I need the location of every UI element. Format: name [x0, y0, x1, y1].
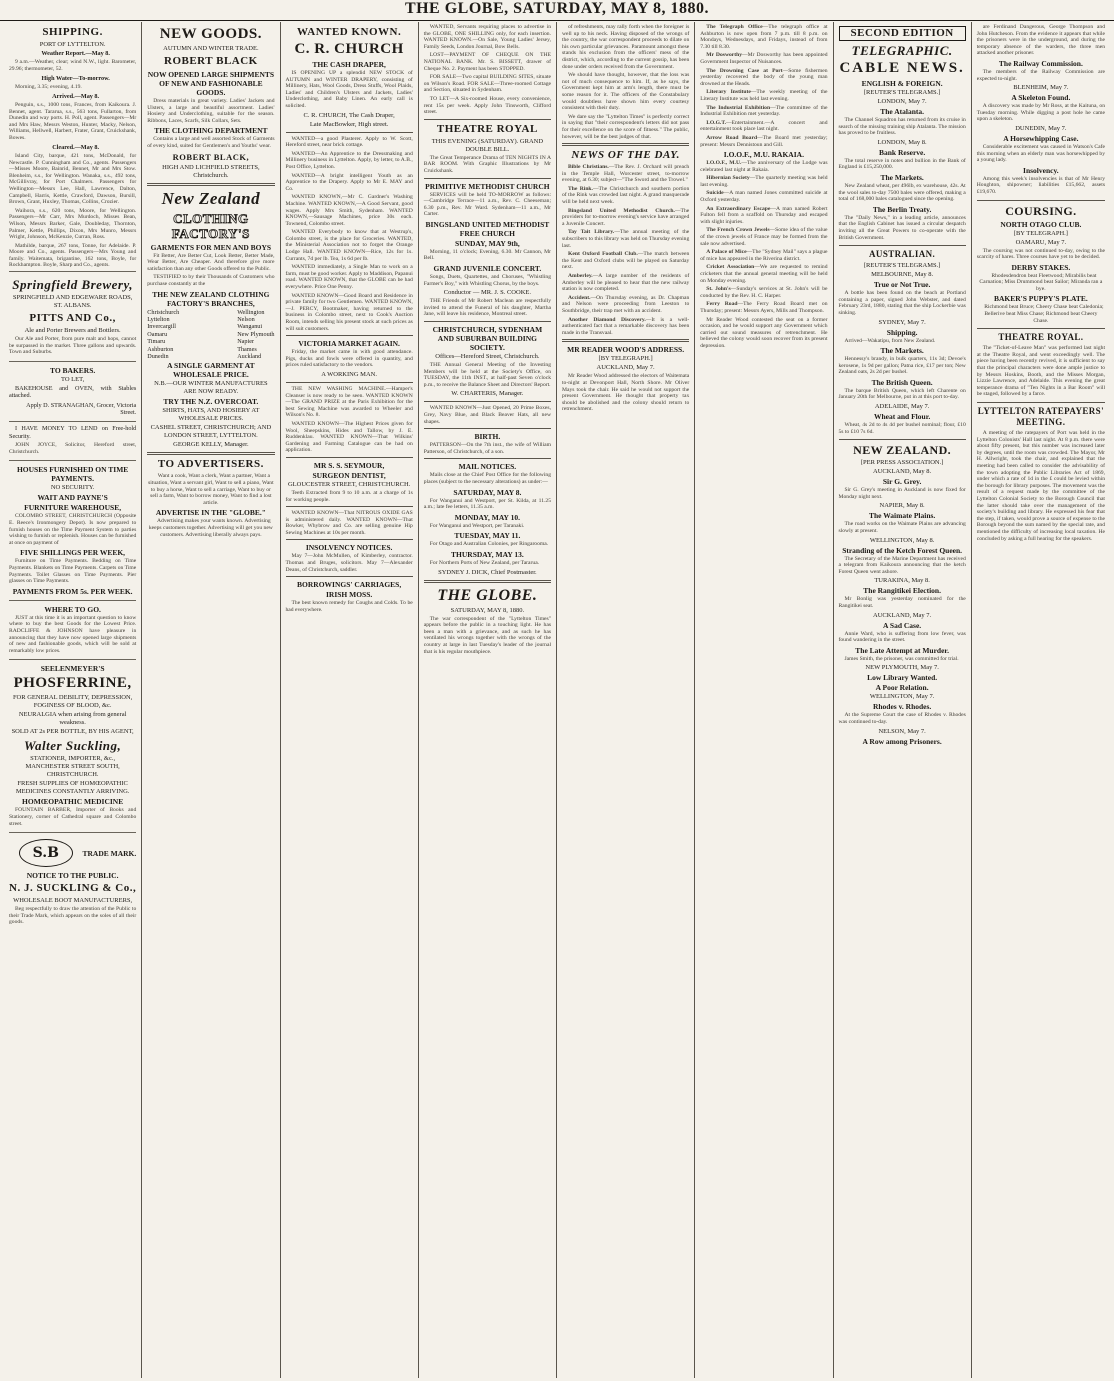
funeral-notice: THE Friends of Mr Robert Maclean are respectfully invited to attend the Funeral of his daughter, Martha Jane, will leave his residence, Montreal street.: [423, 298, 551, 318]
sad-case: A Sad Case.: [883, 620, 922, 630]
theatre-royal-8: THEATRE ROYAL.: [977, 328, 1105, 343]
column-1: [4, 22, 142, 1378]
item-3: The Drowning Case at Port—Some fishermen yesterday recovered the body of the young man drowned at the Heads.: [700, 67, 828, 87]
rhodes-body: At the Supreme Court the case of Rhodes v. Rhodes was continued to-day.: [838, 712, 966, 725]
atalanta: The Atalanta.: [880, 107, 924, 116]
town: Wellington: [237, 308, 265, 316]
masthead: THE GLOBE, SATURDAY, MAY 8, 1880.: [0, 0, 1114, 21]
payments-from: PAYMENTS FROM 5s. PER WEEK.: [12, 586, 133, 596]
brewery-body: Our Ale and Porter, from pure malt and hops, cannot be surpassed in the market. Three gallons and upwards. Town and Suburbs.: [9, 336, 137, 356]
furniture-body-2: Furniture on Time Payments. Bedding on Time Payments. Blankets on Time Payments. Carpets on Time Payments. Toilet Glasses on Time Payments. Pier glasses on Time Payments.: [9, 558, 137, 585]
shipping-text-3: Mathilde, barque, 267 tons, Tonne, for Adelaide. P. Moore and Co., agents. Passengers—Mrs Young and family. Waitemata, brigantine, 162 tons, Boyle, for Rockhampton. Boyle, Sharp and Co., agents.: [9, 242, 137, 269]
clothing-body: Contains a large and well assorted Stock of Garments of every kind, suited for Gentlemen's and Youths' wear.: [147, 136, 275, 149]
phos-sub: FOR GENERAL DEBILITY, DEPRESSION, FOGINESS OF BLOOD, &c.: [12, 694, 133, 710]
church-title: C. R. CHURCH: [294, 41, 404, 57]
sold-at: SOLD AT 2s PER BOTTLE, BY HIS AGENT,: [11, 728, 134, 736]
turakina: TURAKINA, May 8.: [874, 577, 930, 585]
mail-tuesday: TUESDAY, MAY 11.: [454, 531, 521, 541]
town: New Plymouth: [237, 330, 275, 338]
rangitikei-body: Mr Bonlig was yesterday nominated for the Rangitikei seat.: [838, 596, 966, 609]
houses-title: HOUSES FURNISHED ON TIME PAYMENTS.: [16, 465, 129, 484]
low-library: Low Library Wanted.: [867, 673, 938, 683]
auckland-7b: AUCKLAND, May 7.: [873, 611, 932, 619]
puppy-body: Richmond beat Bruce; Cheery Chase beat Caledonia; Bellerive beat Miss Chase; Richmond beat Cheery Chase.: [984, 304, 1104, 324]
to-let-4: TO LET—A Six-roomed House, every convenience, rent 15s per week. Apply John Tinsworth, Clifford street.: [423, 95, 551, 116]
where-body: JUST at this time it is an important question to know where to buy the best Goods for the Lowest Price. RADCLIFFE & JOHNSON have pleasure in announcing that they have now opened large shipments of new and fashionable goods, which will be sold at remarkably low prices.: [9, 614, 137, 654]
item-13: A Palace of Mice—The "Sydney Mail" says a plague of mice has appeared in the Riverina district.: [700, 249, 828, 262]
shipping-7: Shipping.: [886, 327, 918, 337]
garments-men-boys: GARMENTS FOR MEN AND BOYS: [150, 242, 272, 252]
derby-stakes: DERBY STAKES.: [1011, 262, 1071, 272]
phosferrine-ad: [9, 660, 136, 833]
shirts: SHIRTS, HATS, AND HOSIERY AT WHOLESALE PRICES.: [162, 407, 260, 423]
where-to-go: WHERE TO GO.: [44, 604, 101, 614]
single-garment: A SINGLE GARMENT AT WHOLESALE PRICE.: [167, 361, 255, 380]
globe-date: SATURDAY, MAY 8, 1880.: [450, 606, 525, 614]
theatre-8-body: The "Ticket-of-Leave Man" was performed last night at the Theatre Royal, and went exceedingly well. The piece having been recently revived, it is sufficient to say that the principal characters were done ample justice to by Messrs Hoskins, Booth, and the Misses Morgan, Lizzie Lawrence, and Adelaide. This evening the great temperance drama of "Ten Nights in a Bar Room" will be staged, followed by a farce.: [976, 345, 1105, 398]
wellington: WELLINGTON, May 8.: [869, 536, 935, 544]
mail-body-5: For Northern Ports of New Zealand, per Tararua.: [429, 559, 540, 566]
item-16: Ferry Road—The Ferry Road Board met on Thursday; present: Messrs Ayers, Mills and Thompson.: [700, 301, 828, 314]
trade-mark-ad: [9, 833, 136, 931]
no-security: NO SECURITY.: [50, 484, 95, 492]
sunday-body: Morning, 11 o'clock; Evening, 6.30. Mr Cannon, Mr Bell.: [423, 248, 551, 262]
money-text: I HAVE MONEY TO LEND on Free-hold Security.: [9, 425, 137, 440]
seymour-body: Teeth Extracted from 9 to 10 a.m. at a charge of 1s for working people.: [285, 489, 413, 503]
lost-cheque: LOST—PAYMENT OF CHEQUE ON THE NATIONAL BANK. Mr. S. BISSETT, drawer of Cheque No. 2. Payment has been STOPPED.: [423, 52, 551, 72]
press-assoc: [PER PRESS ASSOCIATION.]: [860, 459, 944, 467]
furniture-title: FURNITURE WAREHOUSE,: [24, 503, 122, 513]
seymour-addr: GLOUCESTER STREET, CHRISTCHURCH.: [287, 480, 411, 488]
column-7: [834, 22, 972, 1378]
british-queen-body: The barque British Queen, which left Charente on January 20th for Melbourne, put in at this port to-day.: [838, 387, 966, 401]
town: Nelson: [237, 315, 255, 323]
mail-body: Mails close at the Chief Post Office for the following places (subject to the necessary alterations) as under:—: [423, 472, 551, 485]
coursing: COURSING.: [977, 200, 1105, 218]
town: Lyttelton: [147, 315, 170, 323]
item-6: I.O.G.T.—Entertainment.—A concert and entertainment took place last night.: [700, 119, 828, 133]
wanted-3: WANTED—A bright intelligent Youth as an Apprentice to the Drapery. Apply to Mr E. MAY and Co.: [285, 172, 413, 192]
london-may7: LONDON, May 7.: [877, 98, 927, 105]
advertisers-body: Want a cook, Want a clerk, Want a partner, Want a situation, Want a servant girl, Want to sell a piano, Want to buy a horse, Want to sell a carriage, Want to buy or sell a farm, Want to borrow money, Want to find a lost article.: [148, 473, 274, 506]
sad-body: Annie Ward, who is suffering from low fever, was found wandering in the street.: [838, 630, 966, 644]
grey-body: Sir G. Grey's meeting in Auckland is now fixed for Monday night next.: [838, 487, 966, 500]
lyttelton-ratepayers: LYTTELTON RATEPAYERS' MEETING.: [977, 402, 1105, 428]
item-2: Mr Dosworthy—Mr Dosworthy has been appointed Government Inspector of Nuisances.: [700, 52, 828, 65]
item-11: An Extraordinary Escape—A man named Robert Fulton fell from a scaffold on Thursday and escaped with slight injuries.: [700, 205, 828, 225]
kelly: GEORGE KELLY, Manager.: [173, 441, 249, 449]
narrow-escape: A Row among Prisoners.: [862, 736, 942, 746]
wanted-6: WANTED immediately, a Single Man to work on a farm, must be good worker. Apply to Maddison, Papanui road. WANTED KNOWN, that the GLOBE can be had everywhere. Price One Penny.: [285, 264, 413, 291]
wanted-5: WANTED Everybody to know that at Westrup's, Colombo street, is the place for Groceries. WANTED, the Ministerial Association not to forget the Orange Lodge Hall. WANTED KNOWN—Rice, 12s for 1s. Currants, 7d per lb. Tea, 1s 6d per lb.: [285, 229, 413, 262]
brewery-title: Springfield Brewery,: [12, 277, 133, 293]
town: Thames: [237, 345, 257, 353]
building-society: CHRISTCHURCH, SYDENHAM AND SUBURBAN BUILDING SOCIETY.: [432, 325, 543, 353]
furniture-body: COLOMBO STREET, CHRISTCHURCH (Opposite E. Reece's Ironmongery Depot). Is now prepared to furnish houses on the Time Payment System to parties wishing to furnish or replenish. Houses can be furnished at once on payment of: [9, 513, 137, 546]
wanted-7: WANTED KNOWN—Good Board and Residence in private family for two Gentlemen. WANTED KNOWN,—J. PERCY, Bootmaker, having returned to the business in Colombo street, next to Cook's Auction Room, intends selling his present stock at such prices as will suit customers.: [285, 292, 413, 332]
arrived-text: Penguin, s.s., 1000 tons, Frances, from Kaikoura. J. Bennet, agent. Tararua, s.s., 563 tons, Fullarton, from Dunedin and way ports. H. Poll, agent. Passengers—Mr and Mrs Haw, Messrs Weston, Hunter, Macky, Nelson, Williams, Hellwell, Harbert, Frater, Grant, Cruickshank, Bowes.: [9, 102, 137, 141]
stationer: STATIONER, IMPORTER, &c., MANCHESTER STREET SOUTH, CHRISTCHURCH.: [25, 755, 120, 779]
item-8: I.O.O.F., M.U.—The anniversary of the Lodge was celebrated last night at Rakaia.: [700, 160, 828, 173]
reuters-2: [REUTER'S TELEGRAMS.]: [863, 262, 941, 270]
item-5: The Industrial Exhibition—The committee of the Industrial Exhibition met yesterday.: [700, 104, 828, 118]
editorial-cont: of refreshments, may rally forth when the foreigner is well up to his neck. Having disposed of the wrongs of the country, the war correspondent proceeds to dilate on his own particular grievances. Paramount amongst these stands his exclusion from the officers' mess of the district, which, according to the current gossip, has been done under orders received from the Government.: [562, 24, 690, 70]
new-plymouth: NEW PLYMOUTH, May 7.: [865, 664, 939, 672]
cash-draper: THE CASH DRAPER,: [312, 60, 386, 69]
autumn-trade: AUTUMN AND WINTER TRADE.: [163, 45, 259, 52]
to-bakers: TO BAKERS.: [49, 365, 96, 375]
nz-branches: THE NEW ZEALAND CLOTHING FACTORY'S BRANCHES,: [152, 289, 270, 308]
oamaru: OAMARU, May 7.: [1015, 238, 1067, 246]
cable-news: CABLE NEWS.: [839, 60, 965, 76]
towns-left: [147, 309, 179, 361]
pitts-text: Ale and Porter Brewers and Bottlers.: [24, 327, 121, 335]
conductor: Conductor — MR. J. S. COOKE.: [443, 289, 531, 297]
editorial-cont-3: We dare say the "Lyttelton Times" is perfectly correct in saying that "their correspondent's letters did not pass for their excellence on the score of fitness." The public, however, will be the best judges of that.: [562, 113, 690, 140]
town: Invercargill: [147, 323, 176, 331]
column-4: [419, 22, 557, 1378]
col8-top: are Ferdinand Dangerous, George Thompson and John Hutcheson. From the evidence it appears that while the prisoners were in the underground, and during the temporary absence of the warders, the three men attacked another prisoner.: [976, 24, 1105, 57]
wheat-body: Wheat, 4s 2d to 4s 4d per bushel nominal; flour, £10 5s to £10 7s 6d.: [838, 422, 966, 435]
town: Auckland: [237, 352, 262, 360]
garments-body: Fit Better, Are Better Cut, Look Better, Better Made, Wear Better, Are Cheaper. And therefore give more satisfaction than any other Goods offered to the Public.: [147, 252, 275, 272]
column-8: [972, 22, 1110, 1378]
towns-table: [147, 309, 274, 361]
rakaia: I.O.O.F., M.U. RAKAIA.: [723, 150, 804, 160]
derby-body: Rhodesdendron beat Fleetwood; Mirabilis beat Carnation; Miss Drummond beat Sailor; Miranda ran a bye.: [979, 272, 1103, 292]
columns: [4, 22, 1110, 1378]
by-telegraph-8: [BY TELEGRAPH.]: [1013, 229, 1068, 237]
bs-body: THE Annual General Meeting of the Investing Members will be held at the Society's Office, on TUESDAY, the 11th INST., at half-past Seven o'clock p.m., to receive the Balance Sheet and Directors' Report.: [423, 362, 551, 388]
mail-body-3: For Wanganui and Westport, per Taranaki.: [429, 522, 525, 529]
nz-title: New Zealand: [161, 188, 261, 208]
brewery-sub: SPRINGFIELD AND EDGEWARE ROADS, ST. ALBANS.: [12, 294, 133, 310]
insolvency: INSOLVENCY NOTICES.: [305, 543, 393, 553]
australian: AUSTRALIAN.: [839, 245, 966, 260]
melbourne: MELBOURNE, May 8.: [871, 271, 934, 279]
shipping-text-2: Waihora, s.s., 620 tons, Moore, for Wellington. Passengers—Mr Carr, Mrs Murdoch, Misses Bean, Wilson, Messrs Barker, Gale, Doubleday, Thornton, Palmer, Kettle, Phillips, Dixon, Mrs Munro, Messrs Wright, Johnson, McKenzie, Curran, Ross.: [9, 207, 137, 241]
wheat-flour: Wheat and Flour.: [874, 412, 931, 422]
coursing-body: The coursing was not continued to-day, owing to the scarcity of hares. Three courses have yet to be decided.: [976, 247, 1105, 261]
town: Timaru: [147, 338, 166, 346]
insolvency-8: Insolvency.: [1023, 165, 1059, 175]
globe-ad: ADVERTISE IN THE "GLOBE.": [155, 508, 266, 518]
cleared-heading: Cleared.—May 8.: [52, 143, 100, 151]
item-15: St. John's—Sunday's services at St. John's will be conducted by the Rev. H. C. Harper.: [700, 286, 828, 299]
rb-addr: HIGH AND LICHFIELD STREETS, Christchurch.: [162, 163, 260, 179]
town: Oamaru: [147, 330, 168, 338]
news-5: Kent Oxford Football Club.—The match between the Kent and Oxford clubs will be played on Saturday next.: [562, 251, 690, 271]
english-foreign: ENGLISH & FOREIGN.: [861, 79, 943, 88]
dick: SYDNEY J. DICK, Chief Postmaster.: [438, 568, 537, 576]
shipping-heading: SHIPPING.: [42, 26, 103, 38]
sydney: SYDNEY, May 7.: [878, 318, 926, 326]
late-attempt: The Late Attempt at Murder.: [855, 645, 949, 655]
where-to-go-ad: [9, 601, 136, 661]
item-1: The Telegraph Office—The telegraph office at Ashburton is now open from 7 p.m. till 8 p.m. on Mondays, Wednesdays, and Fridays, instead of from 7.30 till 8.30.: [700, 24, 828, 50]
brewery-ad: [9, 271, 136, 362]
column-2: [142, 22, 280, 1378]
pitts-title: PITTS AND Co.,: [29, 312, 116, 325]
london-may8: LONDON, May 8.: [877, 138, 927, 146]
true-or-not: True or Not True.: [873, 280, 931, 290]
nz-note: N.B.—OUR WINTER MANUFACTURES ARE NOW READY.: [154, 380, 268, 396]
birth: BIRTH.: [474, 432, 501, 442]
try-overcoat: TRY THE N.Z. OVERCOAT.: [163, 397, 259, 407]
bank-reserve: Bank Reserve.: [879, 147, 926, 157]
blenheim: BLENHEIM, May 7.: [1013, 84, 1069, 92]
lyttelton-body: A meeting of the ratepayers of Port was held in the Lyttelton Colonists' Hall last night. At 8 p.m. there were about fifty present, but this number was increased later by degrees, until the room was crowded. The Mayor, Mr H. Allwright, took the chair, and explained that the meeting had been called to consider the advisability of the town adopting the Public Libraries Act of 1869, under which a rate of 1d in the £ could be levied within the borough for library purposes. The movement was the result of a request made by the committee of the Lyttelton Colonial Society to the Borough Council that the latter should take over the management of the society's building and library. He expressed his fear that the step, if taken, would prove a source of expense to the Borough beyond the sum named by the special rate, and mentioned the difficulty of increasing local taxation. He concluded by asking a full hearing for the speakers.: [976, 430, 1105, 542]
town: Napier: [237, 338, 255, 346]
victoria-market: VICTORIA MARKET AGAIN.: [298, 339, 400, 349]
town: Christchurch: [147, 308, 180, 316]
towns-right: [237, 309, 274, 361]
mail-body-4: For Otago and Australian Colonies, per Ringarooma.: [429, 541, 549, 548]
money-ad: [9, 422, 136, 461]
moss-body: The best known remedy for Coughs and Colds. To be had everywhere.: [285, 600, 413, 613]
second-edition: SECOND EDITION: [839, 26, 966, 41]
money-body: JOHN JOYCE, Solicitor, Hereford street, Christchurch.: [9, 442, 137, 455]
british-queen: The British Queen.: [871, 377, 933, 387]
column-5: [557, 22, 695, 1378]
rb-sig: ROBERT BLACK,: [172, 151, 250, 162]
bakers-apply: Apply D. STRANAGHAN, Grocer, Victoria Street.: [26, 401, 137, 417]
horsewhipping: A Horsewhipping Case.: [1003, 133, 1079, 143]
bakers-puppy: BAKER'S PUPPY'S PLATE.: [993, 294, 1088, 304]
irish-moss: IRISH MOSS.: [325, 590, 373, 600]
weather-report: Weather Report.—May 8.: [41, 50, 110, 57]
church-addr: Late MacBowker, High street.: [309, 120, 389, 128]
wanted-8: WANTED KNOWN—The Highest Prices given for Wool, Sheepskins, Hides and Tallow, by J. E. Ruddenklau. WANTED KNOWN—That Wilkins' Gardening and Farming Catalogue can be had on application.: [285, 420, 413, 454]
trade-mark: TRADE MARK.: [82, 848, 137, 858]
north-otago: NORTH OTAGO CLUB.: [1000, 219, 1082, 229]
item-tail: Mr Reader Wood contested the seat on a former occasion, and he would support any Government which carried out sound measures of retrenchment. He believed the colony would soon recover from its present depression.: [700, 316, 828, 349]
reader-wood: MR READER WOOD'S ADDRESS.: [567, 345, 685, 355]
cleared-text: Island City, barque, 421 tons, McDonald, for Newcastle. P. Cunningham and Co., agents. Passengers—Misses Moore, Bainrid, Bennet, Mr and Mrs Stow. Blenheim, s.s., for Wellington. Wanaka, s.s., 492 tons, McGillivray, for Port Chalmers. Passengers for Wellington—Messrs Lee, Hall, Lawrence, Dalton, Campbell, Harris, Kettle, Crawford, Dawson, Bursill, Brown, Grant, Huxley, Thomas, Collins, Crozier.: [9, 152, 137, 206]
railway-body: The members of the Railway Commission are expected to-night.: [976, 68, 1105, 82]
cashel: CASHEL STREET, CHRISTCHURCH; AND LONDON STREET, LYTTELTON.: [150, 424, 272, 440]
stranding: Stranding of the Ketch Forest Queen.: [842, 545, 963, 555]
trade-mark-row: [9, 836, 136, 870]
news-7: Accident.—On Thursday evening, as Dr. Chapman and Nelson were proceeding from Leeston to Southbridge, their trap met with an accident.: [562, 294, 690, 314]
church-sig: C. R. CHURCH, The Cash Draper,: [303, 111, 395, 119]
surgeon-dentist: SURGEON DENTIST,: [312, 470, 386, 480]
waimate: The Waimate Plains.: [868, 511, 936, 521]
bs-office: Offices—Hereford Street, Christchurch.: [435, 353, 540, 361]
barges: BORROWINGS' CARRIAGES,: [297, 580, 402, 590]
theatre-sub: THIS EVENING (SATURDAY). GRAND DOUBLE BILL.: [431, 137, 544, 153]
attempt-body: James Smith, the prisoner, was committed for trial.: [844, 655, 959, 662]
port-heading: PORT OF LYTTELTON.: [39, 41, 106, 48]
mail-body-2: For Wanganui and Westport, per St. Kilda, at 11.25 a.m.; late fee letters, 11.35 a.m.: [423, 497, 551, 511]
berlin-body: The "Daily News," in a leading article, announces that the English Cabinet has issued a circular despatch inviting all the Great Powers to co-operate with the British Government.: [838, 214, 966, 241]
working-man: A WORKING MAN.: [321, 370, 377, 378]
clothing-dept: THE CLOTHING DEPARTMENT: [154, 126, 268, 136]
wanted-2: WANTED—An Apprentice to the Dressmaking and Millinery business in Lyttelton. Apply, by letter, to A.B., Post Office, Lyttelton.: [285, 150, 413, 170]
shipping-7-body: Arrived—Wakatipu, from New Zealand.: [844, 337, 936, 344]
wellington-2: WELLINGTON, May 7.: [869, 693, 935, 701]
item-14: Cricket Association—We are requested to remind cricketers that the annual general meeting will be held on Monday evening.: [700, 264, 828, 284]
homeo-body: FOUNTAIN BARBER, Importer of Books and Stationery, corner of Cathedral square and Colombo street.: [9, 807, 137, 827]
homeo-title: HOMŒOPATHIC MEDICINE: [22, 797, 124, 807]
high-water-text: Morning, 3.35; evening, 4.19.: [15, 84, 82, 90]
furniture-ad: [9, 461, 136, 600]
stranding-body: The Secretary of the Marine Department has received a telegram from Kaikoura announcing that the ketch Forest Queen went ashore.: [838, 555, 966, 575]
news-4: Tay Tait Library.—The annual meeting of the subscribers to this library was held on Thursday evening last.: [562, 229, 690, 249]
seelenmeyer: SEELENMEYER'S: [40, 664, 105, 674]
item-10: Suicide—A man named Jones committed suicide at Oxford yesterday.: [700, 190, 828, 204]
primitive-body: SERVICES will be held TO-MORROW as follows:—Cambridge Terrace—11 a.m., Rev. C. Cheeseman; 6.30 p.m., Rev. Mr Ward. Sydenham—11 a.m., Mr Carter.: [423, 191, 551, 218]
bingsland-church: BINGSLAND UNITED METHODIST FREE CHURCH: [425, 219, 550, 238]
wanted-known: WANTED KNOWN.: [296, 26, 402, 38]
editorial-cont-2: We should have thought, however, that the loss was not of much consequence to him. If, as he says, the Government kept him at arm's length, there must be some reason for it. The officers of the Constabulary would doubtless have shown him every courtesy consistent with their duty.: [562, 72, 690, 112]
bakehouse: BAKEHOUSE and OVEN, with Stables attached.: [9, 384, 137, 400]
bs-secretary: W. CHARTERIS, Manager.: [451, 390, 524, 398]
column-3: [281, 22, 419, 1378]
berlin-treaty: The Berlin Treaty.: [872, 204, 932, 214]
wanted-9: WANTED KNOWN—That NITROUS OXIDE GAS is administered daily. WANTED KNOWN—That Bowker, Whybrow and Co. are selling genuine Hip Sewing Machines at 10s per month.: [285, 510, 413, 536]
mail-monday: MONDAY, MAY 10.: [454, 512, 520, 522]
nelson: NELSON, May 7.: [878, 727, 926, 735]
homeopathic: FRESH SUPPLIES OF HOMŒOPATHIC MEDICINES CONSTANTLY ARRIVING.: [15, 780, 130, 796]
to-let: TO LET,: [61, 375, 85, 383]
mail-notices: MAIL NOTICES.: [458, 462, 517, 472]
phosferrine-title: PHOSFERRINE,: [13, 675, 132, 692]
washing-machine: THE NEW WASHING MACHINE.—Hamper's Cleanser is now ready to be seen. WANTED KNOWN—The GRAND PRIZE at the Paris Exhibition for the best Sewing Machine was awarded to Wheeler and Wilson's No. 8.: [285, 385, 413, 419]
to-advertisers: TO ADVERTISERS.: [157, 458, 264, 471]
sb-logo: S.B: [19, 839, 73, 867]
rb-body: Dress materials in great variety. Ladies' Jackets and Ulsters, a large and beautiful assortment. Ladies' Hosiery and Underclothing, suitable for the season. Ribbons, Laces, Scarfs, Silk Collars, Sets.: [147, 98, 275, 124]
adelaide: ADELAIDE, May 7.: [874, 403, 930, 411]
globe-title: THE GLOBE.: [437, 586, 538, 604]
wanted-4: WANTED KNOWN,—Mr C. Gardner's Washing Machine. WANTED KNOWN,—A Good Servant, good wages. Apply Mrs Smith, Sydenham. WANTED KNOWN,—Sausage Machines, price 30s each. Townend, Colombo street.: [285, 194, 413, 227]
napier: NAPIER, May 8.: [879, 502, 925, 510]
atalanta-body: The Channel Squadron has returned from its cruise in search of the missing training ship Atalanta. The mission has proved to be fruitless.: [838, 117, 966, 137]
by-telegraph-5: [BY TELEGRAPH.]: [598, 355, 653, 363]
wanted-1: WANTED—a good Plasterer. Apply to W. Scott, Hereford street, near brick cottage.: [285, 135, 413, 149]
nj-body: Beg respectfully to draw the attention of the Public to their Trade Mark, which appears on the soles of all their goods.: [9, 906, 137, 926]
clothing-factory: CLOTHING FACTORY'S: [171, 210, 250, 241]
primitive-church: PRIMITIVE METHODIST CHURCH: [425, 181, 550, 191]
arrived-heading: Arrived.—May 8.: [52, 92, 100, 100]
news-6: Amberley.—A large number of the residents of Amberley will be pleased to hear that the new railway station is now completed.: [562, 273, 690, 293]
high-water: High Water—To-morrow.: [41, 74, 110, 82]
bank-body: The total reserve in notes and bullion in the Bank of England is £15,250,000.: [838, 157, 966, 171]
juvenile-body: Songs, Duets, Quartettes, and Choruses, "Whistling Farmer's Boy," with Whistling Chorus, by the boys.: [423, 274, 551, 287]
robert-black: ROBERT BLACK: [164, 55, 258, 67]
wait-paynes: WAIT AND PAYNE'S: [37, 493, 108, 503]
nj-title: N. J. SUCKLING & Co.,: [9, 882, 137, 895]
weather-text: 9 a.m.—Weather, clear; wind N.W., light. Barometer, 29.96; thermometer, 52.: [9, 59, 137, 72]
mail-saturday: SATURDAY, MAY 8.: [453, 487, 522, 497]
rangitikei: The Rangitikei Election.: [863, 586, 941, 596]
suckling-name: Walter Suckling,: [23, 738, 122, 754]
editorial: The war correspondent of the "Lyttelton Times" appears before the public in a touching light. He has been a man with a grievance, and as such he has ventilated his wrongs together with the wrongs of the country at large in last Tuesday's leader of the journal that is his regular mouthpiece.: [423, 615, 551, 655]
new-goods: NEW GOODS.: [159, 26, 262, 42]
town: Ashburton: [147, 345, 174, 353]
news-1: Bible Christians.—The Rev. J. Orchard will preach in the Temple Hall, Worcester street, to-morrow evening, at 6.30; subject—"The Sword and the Trowel.": [562, 164, 690, 184]
insolvency-8-body: Among this week's insolvencies is that of Mr Henry Houghton, shipowner; liabilities £15,662, assets £19,670.: [976, 175, 1105, 195]
five-shillings: FIVE SHILLINGS PER WEEK,: [20, 548, 126, 558]
railway-commission: The Railway Commission.: [998, 58, 1083, 68]
nj-sub: WHOLESALE BOOT MANUFACTURERS,: [13, 897, 133, 905]
item-9: Hibernian Society—The quarterly meeting was held last evening.: [700, 175, 828, 188]
mail-thursday: THURSDAY, MAY 13.: [451, 549, 524, 559]
item-12: The French Crown Jewels—Some idea of the value of the crown jewels of France may be formed from the sale now advertised.: [700, 227, 828, 247]
advertisers-body-2: Advertising makes your wants known. Advertising keeps customers together. Advertising will get you new customers. Advertising liberally always pays.: [148, 518, 273, 538]
for-sale: FOR SALE—Two capital BUILDING SITES, situate on Wilson's Road. FOR SALE—Three-roomed Cottage and Section, situated in Sydenham.: [423, 74, 551, 94]
reuters: [REUTER'S TELEGRAMS.]: [863, 89, 941, 96]
item-7: Arrow Road Board—The Board met yesterday; present: Messrs Dennistoun and Gill.: [700, 134, 828, 148]
reader-body: Mr Reader Wood addressed the electors of Waitemata to-night at Devonport Hall, North Shore. Mr Oliver Mays took the chair. He said he would not support the present Government. He thought that property tax should be abolished and the colony should return to retrenchment.: [562, 373, 690, 413]
bakers-ad: [9, 362, 136, 423]
neuralgia: NEURALGIA when arising from general weakness.: [18, 711, 127, 727]
horsewhip-body: Considerable excitement was caused in Watson's Cafe this morning when an elderly man was horsewhipped by a young lady.: [976, 143, 1105, 164]
column-6: [695, 22, 833, 1378]
markets-2: The Markets.: [880, 346, 924, 356]
new-zealand: NEW ZEALAND.: [839, 439, 966, 457]
now-opened: NOW OPENED LARGE SHIPMENTS OF NEW AND FASHIONABLE GOODS.: [147, 70, 275, 97]
victoria-body: Friday, the market came in with good attendance. Pigs, ducks and fowls were offered in quantity, and prices ruled satisfactory to the vendors.: [285, 349, 413, 369]
wanted-known-4: WANTED KNOWN—Just Opened, 20 Prime Boxes, Grey, Navy Blue, and Black Beaver Hats, all new shapes.: [423, 405, 551, 425]
telegraphic: TELEGRAPHIC.: [851, 43, 953, 58]
auckland-5: AUCKLAND, May 7.: [596, 364, 655, 372]
skeleton: A Skeleton Found.: [1011, 93, 1071, 103]
mr-seymour: MR S. S. SEYMOUR,: [313, 460, 385, 470]
news-title: NEWS OF THE DAY.: [571, 149, 680, 162]
skeleton-body: A discovery was made by Mr Ross, at the Kaituna, on Tuesday morning. While digging a post hole he came upon a skeleton.: [976, 103, 1105, 123]
insolvency-body: May 7—John McMullen, of Kimberley, contractor. Thomas and Bruges, solicitors. May 7—Alexander Deans, of Christchurch, saddler.: [285, 553, 413, 573]
town: Dunedin: [147, 352, 169, 360]
markets-2-body: Hennessy's brandy, in bulk quarters, 11s 3d; Devoe's kerosene, 1s 9d per gallon; Patna rice, £17 per ton; New Zealand oats, 2s 2d per bushel.: [838, 356, 966, 376]
sunday-may9: SUNDAY, MAY 9th,: [455, 238, 520, 248]
theatre-title: THEATRE ROYAL: [436, 122, 538, 135]
markets-body: New Zealand wheat, per 496lb, ex warehouse, 42s. At the wool sales to-day 7500 bales were offered, making a total of 168,000 bales catalogued since the opening.: [838, 182, 966, 203]
auckland-7: AUCKLAND, May 8.: [873, 468, 932, 476]
rhodes: Rhodes v. Rhodes.: [872, 702, 932, 712]
town: Wanganui: [237, 323, 263, 331]
news-8: Another Diamond Discovery.—It is a well-authenticated fact that a remarkable discovery has been made in the Transvaal.: [562, 316, 690, 336]
church-body: IS OPENING UP a splendid NEW STOCK of AUTUMN and WINTER DRAPERY, consisting of Millinery, Hats, Wool Goods, Dress Stuffs, Wool Plaids, Ladies' and Children's Ulsters and Jackets, Ladies' Underclothing, and Baby Linen. An early call is solicited.: [285, 70, 413, 109]
dunedin: DUNEDIN, May 7.: [1015, 124, 1067, 132]
markets: The Markets.: [880, 172, 924, 182]
poor-relation: A Poor Relation.: [875, 683, 929, 693]
waimate-body: The road works on the Waimate Plains are advancing slowly at present.: [838, 521, 966, 535]
theatre-body: The Great Temperance Drama of TEN NIGHTS IN A BAR ROOM. With Graphic Illustrations by Mr Cruickshank.: [423, 154, 551, 174]
item-4: Literary Institute—The weekly meeting of the Literary Institute was held last evening.: [700, 89, 828, 102]
juvenile-concert: GRAND JUVENILE CONCERT.: [433, 264, 542, 274]
news-2: The Rink.—The Christchurch and southern portion of the Rink was crowded last night. A grand masquerade will be held next week.: [562, 185, 690, 206]
wanted-servants: WANTED, Servants requiring places to advertise in the GLOBE, ONE SHILLING only, for each insertion. WANTED KNOWN.—On Sale, Young Ladies' Jersey, Family Seeds, London Journal, Bow Bells.: [423, 24, 551, 50]
sir-grey: Sir G. Grey.: [882, 477, 922, 487]
birth-body: PATTERSON—On the 7th inst., the wife of William Patterson, of Christchurch, of a son.: [423, 442, 551, 455]
true-body: A bottle has been found on the beach at Portland containing a paper, signed John Webster, and dated February 23rd, 1880, stating that the ship Lockerbie was sinking.: [838, 290, 966, 316]
notice-public: NOTICE TO THE PUBLIC.: [26, 871, 119, 881]
testified: TESTIFIED to by their Thousands of Customers who purchase constantly at the: [147, 274, 275, 287]
news-3: Bingsland United Methodist Church.—The providers for to-morrow evening's service have arranged a Juvenile Concert.: [562, 207, 690, 227]
